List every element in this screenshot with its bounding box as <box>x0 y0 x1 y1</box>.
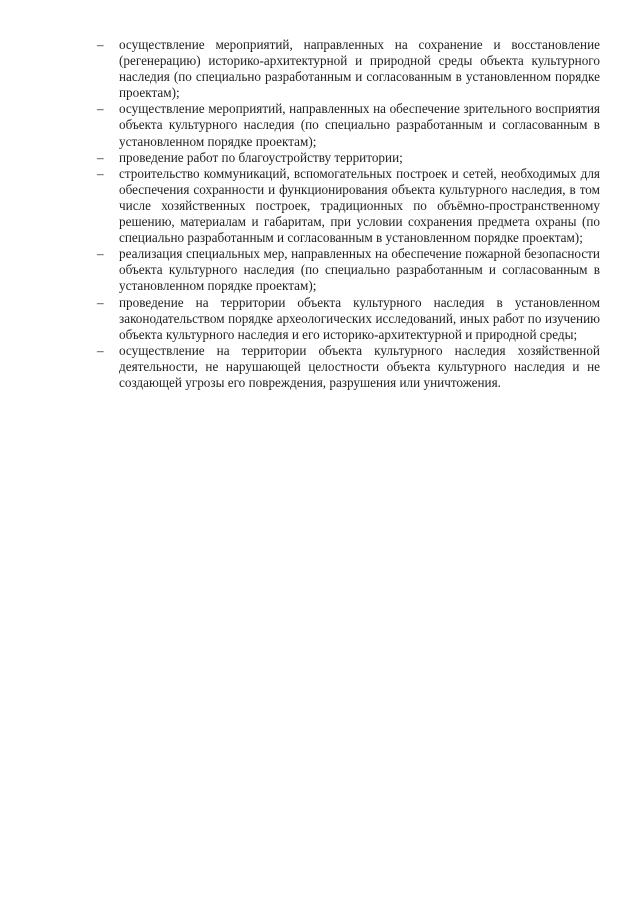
list-item-text: осуществление мероприятий, направленных на обеспечение зрительного восприятия объекта культурного наследия (по специально разработанным и согласованным в установленном порядке проектам); <box>119 101 600 149</box>
list-item-text: строительство коммуникаций, вспомогательных построек и сетей, необходимых для обеспечения сохранности и функционирования объекта культурного наследия, в том числе хозяйственных построек, традиционных по объёмно-пространственному решению, материалам и габаритам, при условии сохранения предмета охраны (по специально разработанным и согласованным в установленном порядке проектам); <box>119 165 600 246</box>
list-item-text: осуществление мероприятий, направленных на сохранение и восстановление (регенерацию) историко-архитектурной и природной среды объекта культурного наследия (по специально разработанным и согласованным в установленном порядке проектам); <box>119 37 600 101</box>
dash-bullet: – <box>97 294 104 310</box>
dash-bullet: – <box>97 149 104 165</box>
list-item <box>97 246 600 294</box>
dash-bullet: – <box>97 246 104 262</box>
list-item-text: проведение на территории объекта культурного наследия в установленном законодательством порядке археологических исследований, иных работ по изучению объекта культурного наследия и его историко-архитектурной и природной среды; <box>119 294 600 342</box>
list-item <box>97 37 600 101</box>
list-item-text: реализация специальных мер, направленных на обеспечение пожарной безопасности объекта культурного наследия (по специально разработанным и согласованным в установленном порядке проектам); <box>119 246 600 294</box>
list-item <box>97 150 600 166</box>
list-item <box>97 295 600 343</box>
list-item <box>97 166 600 246</box>
dash-bullet: – <box>97 101 104 117</box>
dash-bullet: – <box>97 37 104 52</box>
list-item-text: проведение работ по благоустройству территории; <box>119 149 403 165</box>
dash-bullet: – <box>97 165 104 181</box>
dash-bullet: – <box>97 342 104 358</box>
bullet-list <box>97 37 600 391</box>
list-item <box>97 101 600 149</box>
list-item-text: осуществление на территории объекта культурного наследия хозяйственной деятельности, не нарушающей целостности объекта культурного наследия и не создающей угрозы его повреждения, разрушения или уничтожения. <box>119 342 600 390</box>
list-item <box>97 343 600 391</box>
